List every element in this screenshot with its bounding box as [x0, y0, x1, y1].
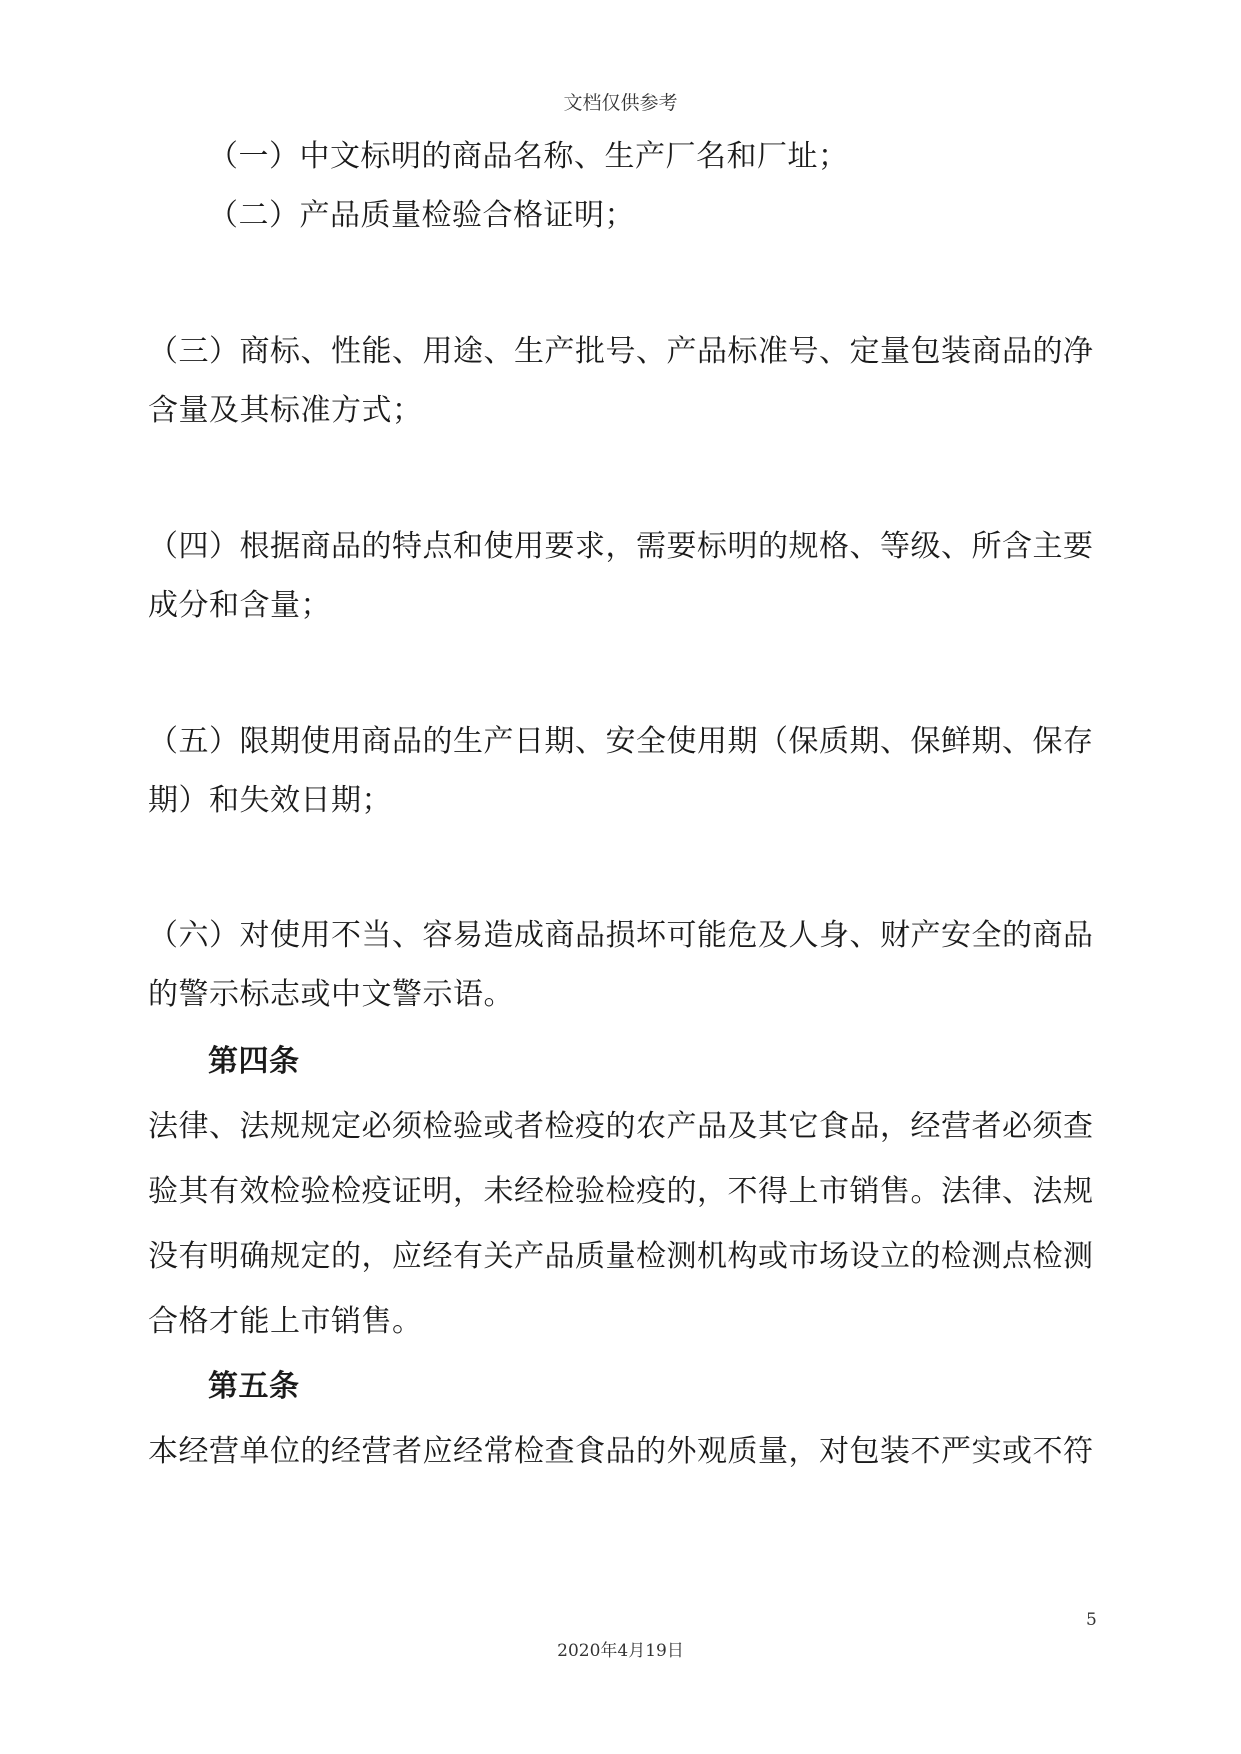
page-header: 文档仅供参考: [563, 92, 678, 114]
article-4-line-1: 法律、法规规定必须检验或者检疫的农产品及其它食品，经营者必须查: [148, 1109, 1094, 1144]
article-4-line-2: 验其有效检验检疫证明，未经检验检疫的，不得上市销售。法律、法规: [148, 1174, 1094, 1209]
article-4-line-3: 没有明确规定的，应经有关产品质量检测机构或市场设立的检测点检测: [148, 1239, 1094, 1274]
page-number: 5: [1086, 1610, 1097, 1630]
item-2: （二）产品质量检验合格证明；: [208, 198, 635, 233]
item-3-line-2: 含量及其标准方式；: [148, 393, 423, 428]
item-4-line-2: 成分和含量；: [148, 588, 331, 623]
article-5-line-1: 本经营单位的经营者应经常检查食品的外观质量，对包装不严实或不符: [148, 1434, 1094, 1469]
item-6-line-2: 的警示标志或中文警示语。: [148, 977, 514, 1012]
item-4-line-1: （四）根据商品的特点和使用要求，需要标明的规格、等级、所含主要: [148, 529, 1094, 564]
article-4-heading: 第四条: [208, 1044, 300, 1079]
item-1: （一）中文标明的商品名称、生产厂名和厂址；: [208, 139, 849, 174]
page-footer-date: 2020年4月19日: [557, 1641, 684, 1661]
item-5-line-2: 期）和失效日期；: [148, 783, 392, 818]
item-3-line-1: （三）商标、性能、用途、生产批号、产品标准号、定量包装商品的净: [148, 334, 1094, 369]
article-4-line-4: 合格才能上市销售。: [148, 1304, 423, 1339]
article-5-heading: 第五条: [208, 1369, 300, 1404]
item-6-line-1: （六）对使用不当、容易造成商品损坏可能危及人身、财产安全的商品: [148, 918, 1094, 953]
item-5-line-1: （五）限期使用商品的生产日期、安全使用期（保质期、保鲜期、保存: [148, 724, 1094, 759]
